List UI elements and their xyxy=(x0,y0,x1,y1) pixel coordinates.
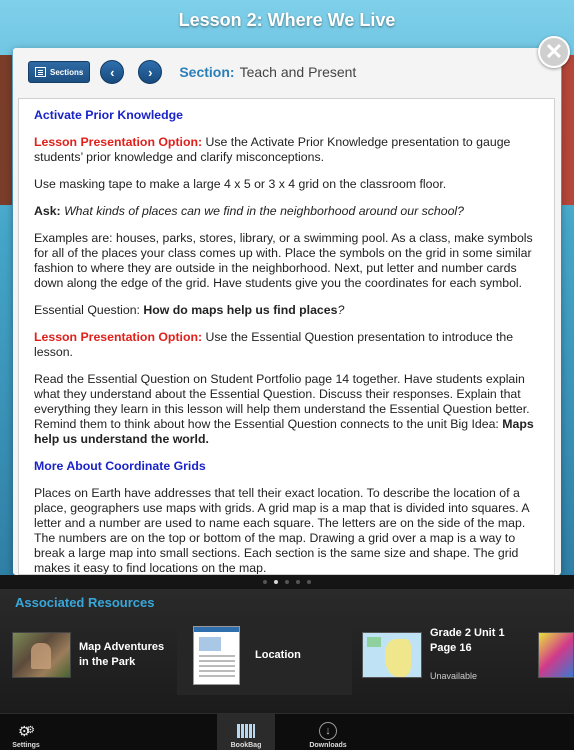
page-dot-active[interactable] xyxy=(274,580,278,584)
tab-downloads-label: Downloads xyxy=(309,742,347,749)
resource-thumbnail xyxy=(538,632,574,678)
resource-thumbnail xyxy=(193,626,240,685)
resource-grade2-unit1[interactable] xyxy=(362,619,532,691)
tab-bookbag[interactable] xyxy=(217,714,275,750)
section-name: Teach and Present xyxy=(239,64,357,80)
close-button[interactable] xyxy=(538,36,570,68)
doc-header-band xyxy=(194,627,239,632)
eq-label: Essential Question: xyxy=(34,303,144,317)
ask-question: What kinds of places can we find in the neighborhood around our school? xyxy=(60,204,464,218)
resources-title: Associated Resources xyxy=(15,595,155,610)
page-dot[interactable] xyxy=(307,580,311,584)
close-icon: ✕ xyxy=(544,39,564,64)
map-landmass xyxy=(385,639,411,677)
eq-end: ? xyxy=(337,303,345,317)
paragraph-examples: Examples are: houses, parks, stores, library, or a swimming pool. As a class, make symbols for all of the places your class comes up with. Place the symbols on the grid in some similar fashion to where they are outside in the neighborhood. Next, put letter and number cards down along the edge of the grid. Have students give you the coordinates for each symbol. xyxy=(34,231,533,290)
paragraph-masking-tape: Use masking tape to make a large 4 x 5 or 3 x 4 grid on the classroom floor. xyxy=(34,177,447,191)
sections-button-label: Sections xyxy=(50,67,84,77)
paragraph-ask xyxy=(34,204,539,219)
lesson-title: Lesson 2: Where We Live xyxy=(178,9,396,30)
resource-map-adventures[interactable] xyxy=(12,619,172,691)
resource-label-line1: Grade 2 Unit 1 xyxy=(430,627,505,639)
title-bar xyxy=(0,0,574,40)
resource-label xyxy=(255,648,301,663)
resource-label xyxy=(79,640,164,670)
paragraph-read-eq xyxy=(34,372,539,447)
lesson-content xyxy=(19,99,554,575)
resource-label-line2: in the Park xyxy=(79,656,136,668)
page-dot[interactable] xyxy=(263,580,267,584)
chevron-right-icon: › xyxy=(148,64,153,80)
paragraph-coordinate-grids: Places on Earth have addresses that tell their exact location. To describe the location of a place, geographers use maps with grids. A grid map is a map that is divided into squares. A letter and a number are used to name each square. The letters are on the side of the map. The numbers are on the top or bottom of the map. Drawing a grid over a map is a way to break a large map into small sections. Each section is the same size and shape. The grid makes it easy to find locations on the map. xyxy=(34,486,529,575)
next-section-button[interactable] xyxy=(138,60,162,84)
download-icon: ↓ xyxy=(319,722,337,740)
read-eq-text: Read the Essential Question on Student Portfolio page 14 together. Have students explain what they understand about the Essential Question. Discuss their responses. Explain that everything they learn in this lesson will help them understand the Essential Question better. Remind them to think about how the Essential Question connects to the unit Big Idea: xyxy=(34,372,530,431)
eq-text: How do maps help us find places xyxy=(143,303,338,317)
doc-line xyxy=(199,655,235,657)
doc-line xyxy=(199,665,235,667)
lesson-content-scroll[interactable] xyxy=(18,98,555,575)
heading-activate-prior-knowledge: Activate Prior Knowledge xyxy=(34,108,183,122)
sections-button[interactable] xyxy=(28,61,90,83)
previous-section-button[interactable] xyxy=(100,60,124,84)
resource-status: Unavailable xyxy=(430,671,478,681)
heading-coordinate-grids: More About Coordinate Grids xyxy=(34,459,206,473)
doc-image-block xyxy=(199,637,221,651)
map-landmass xyxy=(367,637,381,647)
paragraph-presentation-option-2 xyxy=(34,330,539,360)
tab-bar xyxy=(0,713,574,750)
resource-label-line2: Page 16 xyxy=(430,642,472,654)
doc-line xyxy=(199,660,235,662)
resource-label-line1: Location xyxy=(255,648,301,661)
background-book-edge-right xyxy=(562,55,574,205)
section-label: Section: xyxy=(179,64,235,80)
doc-line xyxy=(199,675,235,677)
big-idea-text: Maps help us understand the world. xyxy=(34,417,534,446)
lesson-panel xyxy=(13,48,561,575)
resource-label-line1: Map Adventures xyxy=(79,641,165,653)
paragraph-presentation-option-1 xyxy=(34,135,539,165)
resource-thumbnail xyxy=(12,632,71,678)
resource-thumbnail xyxy=(362,632,422,678)
tab-settings-label: Settings xyxy=(12,742,40,749)
chevron-left-icon: ‹ xyxy=(110,64,115,80)
background-book-edge-left xyxy=(0,55,12,205)
doc-line xyxy=(199,670,235,672)
associated-resources xyxy=(0,589,574,713)
tab-settings[interactable] xyxy=(0,714,52,750)
ask-label: Ask: xyxy=(34,204,61,218)
resource-label xyxy=(430,626,505,684)
paragraph-essential-question xyxy=(34,303,539,318)
option-text: Use the Activate Prior Knowledge presentation to gauge students’ prior knowledge and clarify misconceptions. xyxy=(34,135,511,164)
panel-toolbar xyxy=(13,48,561,96)
resource-partial[interactable] xyxy=(538,619,574,691)
option-label: Lesson Presentation Option: xyxy=(34,330,203,344)
tab-bookbag-label: BookBag xyxy=(230,742,262,749)
gear-icon xyxy=(18,727,34,739)
tab-downloads[interactable] xyxy=(300,714,356,750)
books-icon xyxy=(237,724,255,738)
page-dot[interactable] xyxy=(285,580,289,584)
page-dot[interactable] xyxy=(296,580,300,584)
list-icon xyxy=(35,67,46,77)
option-label: Lesson Presentation Option: xyxy=(34,135,203,149)
resource-location[interactable] xyxy=(177,615,352,695)
page-indicator[interactable] xyxy=(0,575,574,589)
option-text: Use the Essential Question presentation to introduce the lesson. xyxy=(34,330,514,359)
